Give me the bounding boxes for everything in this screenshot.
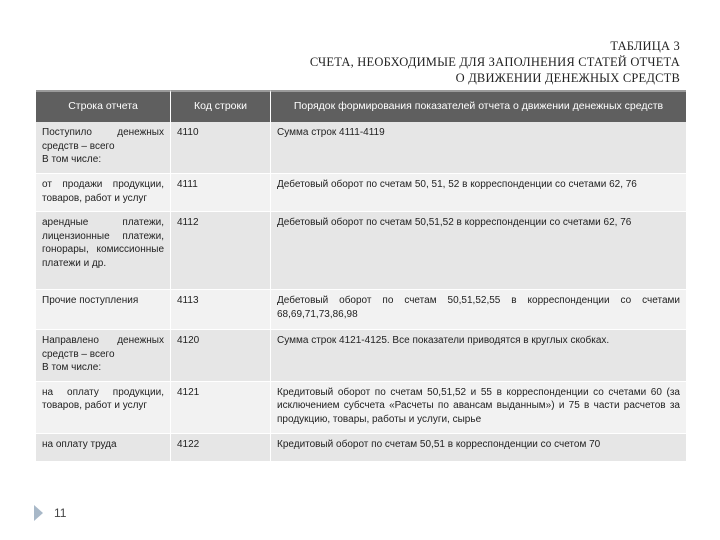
triangle-right-icon xyxy=(34,505,43,521)
table-row xyxy=(36,434,686,462)
table-row xyxy=(36,382,686,434)
method-cell: Сумма строк 4111-4119 xyxy=(271,122,686,174)
line-code-cell: 4122 xyxy=(171,434,271,462)
method-cell: Кредитовый оборот по счетам 50,51,52 и 55 в корреспонденции со счетами 60 (за исключением субсчета «Расчеты по авансам выданным») и 75 в части расчетов за продукцию, товары, работы и услуги, сырье xyxy=(271,382,686,434)
report-line-text: на оплату продукции, товаров, работ и услуг xyxy=(42,386,164,411)
method-cell: Дебетовый оборот по счетам 50,51,52 в корреспонденции со счетами 62, 76 xyxy=(271,212,686,290)
table-row xyxy=(36,122,686,174)
method-cell: Кредитовый оборот по счетам 50,51 в корреспонденции со счетом 70 xyxy=(271,434,686,462)
page-number: 11 xyxy=(54,506,67,520)
report-line-subtext: В том числе: xyxy=(42,154,102,165)
report-line-cell xyxy=(36,330,171,382)
report-line-text: Направлено денежных средств – всего xyxy=(42,335,164,360)
table-number: ТАБЛИЦА 3 xyxy=(610,39,680,53)
column-header-report-line: Строка отчета xyxy=(36,90,171,122)
report-line-cell xyxy=(36,382,171,434)
column-header-line-code: Код строки xyxy=(171,90,271,122)
method-cell: Сумма строк 4121-4125. Все показатели приводятся в круглых скобках. xyxy=(271,330,686,382)
line-code-cell: 4112 xyxy=(171,212,271,290)
report-line-cell xyxy=(36,434,171,462)
report-line-cell xyxy=(36,122,171,174)
accounts-table xyxy=(36,90,686,462)
line-code-cell: 4120 xyxy=(171,330,271,382)
column-header-method: Порядок формирования показателей отчета о движении денежных средств xyxy=(271,90,686,122)
table-title xyxy=(310,38,680,86)
method-cell: Дебетовый оборот по счетам 50,51,52,55 в корреспонденции со счетами 68,69,71,73,86,98 xyxy=(271,290,686,330)
report-line-text: на оплату труда xyxy=(42,438,117,450)
table-row xyxy=(36,330,686,382)
report-line-text: от продажи продукции, товаров, работ и услуг xyxy=(42,179,164,204)
report-line-cell xyxy=(36,174,171,212)
table-header-row xyxy=(36,90,686,122)
line-code-cell: 4121 xyxy=(171,382,271,434)
report-line-cell xyxy=(36,290,171,330)
line-code-cell: 4113 xyxy=(171,290,271,330)
report-line-text: Поступило денежных средств – всего xyxy=(42,127,164,152)
table-row xyxy=(36,212,686,290)
table-title-line-2: О ДВИЖЕНИИ ДЕНЕЖНЫХ СРЕДСТВ xyxy=(455,71,680,85)
table-title-line-1: СЧЕТА, НЕОБХОДИМЫЕ ДЛЯ ЗАПОЛНЕНИЯ СТАТЕЙ ОТЧЕТА xyxy=(309,55,680,69)
report-line-subtext: В том числе: xyxy=(42,362,102,373)
method-cell: Дебетовый оборот по счетам 50, 51, 52 в корреспонденции со счетами 62, 76 xyxy=(271,174,686,212)
line-code-cell: 4111 xyxy=(171,174,271,212)
report-line-text: Прочие поступления xyxy=(42,295,139,306)
line-code-cell: 4110 xyxy=(171,122,271,174)
table-row xyxy=(36,174,686,212)
report-line-text: арендные платежи, лицензионные платежи, гонорары, комиссионные платежи и др. xyxy=(42,217,164,269)
table-row xyxy=(36,290,686,330)
report-line-cell xyxy=(36,212,171,290)
